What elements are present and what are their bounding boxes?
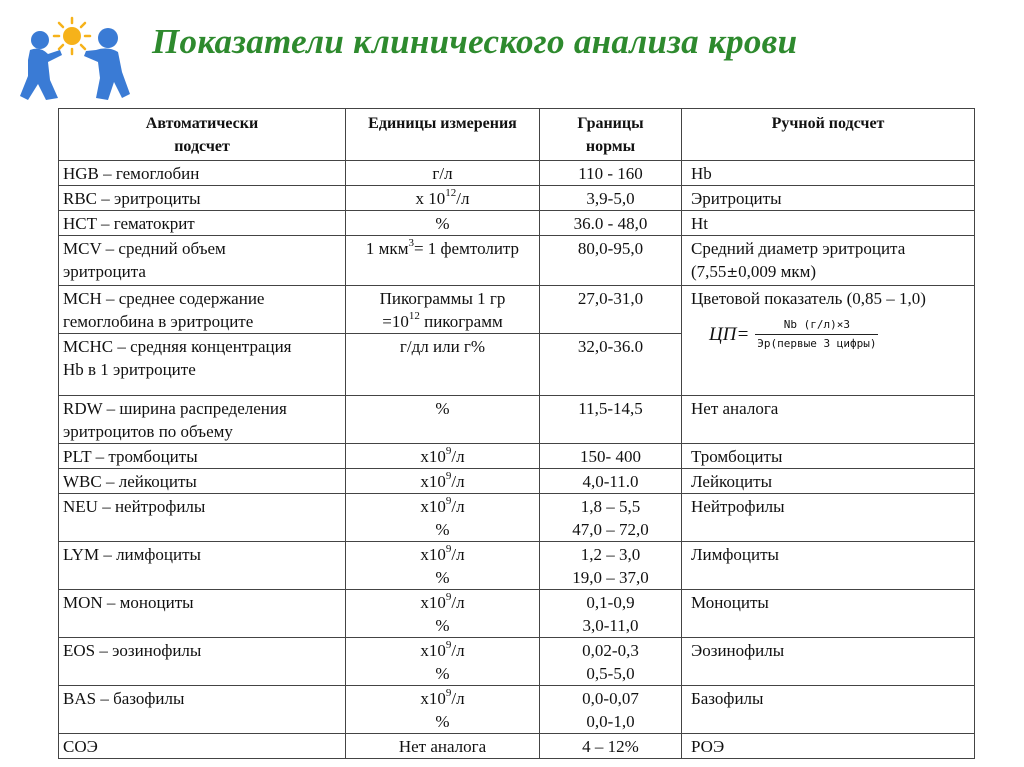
table-row [59,186,975,211]
cell-auto: PLT – тромбоциты [59,444,346,469]
cell-auto: MON – моноциты [59,590,346,638]
table-row [59,236,975,286]
cell-norm: 3,9-5,0 [540,186,682,211]
cell-auto: MCHC – средняя концентрация Hb в 1 эритроците [59,334,346,396]
cell-norm: 36.0 - 48,0 [540,211,682,236]
cell-unit: % [346,211,540,236]
blood-test-table [58,108,975,759]
table-row [59,494,975,542]
cell-norm: 110 - 160 [540,161,682,186]
cell-norm: 0,1-0,9 3,0-11,0 [540,590,682,638]
cell-unit: $x10^9/л$ % [346,494,540,542]
cell-norm: 1,8 – 5,5 47,0 – 72,0 [540,494,682,542]
cell-unit: $x10^9/л$ % [346,590,540,638]
table-row [59,734,975,759]
cell-manual: Лейкоциты [682,469,975,494]
kids-sun-logo-icon [18,10,136,104]
cell-unit: Нет аналога [346,734,540,759]
cell-auto: EOS – эозинофилы [59,638,346,686]
cell-unit: $x10^9/л$ [346,444,540,469]
cell-norm: 0,0-0,07 0,0-1,0 [540,686,682,734]
cell-unit: $x10^9/л$ % [346,686,540,734]
col-header-manual [682,109,975,161]
cell-norm: 150- 400 [540,444,682,469]
cell-auto: СОЭ [59,734,346,759]
cell-auto: RBC – эритроциты [59,186,346,211]
cell-norm: 4,0-11.0 [540,469,682,494]
cell-norm: 27,0-31,0 [540,286,682,334]
cell-norm: 1,2 – 3,0 19,0 – 37,0 [540,542,682,590]
cell-unit: % [346,396,540,444]
table-row [59,161,975,186]
cell-unit: г/л [346,161,540,186]
cell-auto: WBC – лейкоциты [59,469,346,494]
table-row [59,542,975,590]
cell-auto: MCH – среднее содержание гемоглобина в эритроците [59,286,346,334]
cell-unit: $x10^9/л$ % [346,638,540,686]
col-header-auto [59,109,346,161]
sun-icon [54,18,90,54]
table-header-row [59,109,975,161]
cell-manual: Ht [682,211,975,236]
cell-norm: 32,0-36.0 [540,334,682,396]
col-header-units [346,109,540,161]
col-header-text: Единицы измерения [368,115,517,132]
cell-manual: Нет аналога [682,396,975,444]
cell-manual: Базофилы [682,686,975,734]
cell-auto: HCT – гематокрит [59,211,346,236]
child-right-icon [84,28,130,100]
cell-auto: MCV – средний объем эритроцита [59,236,346,286]
table-row [59,211,975,236]
cell-auto: RDW – ширина распределения эритроцитов по объему [59,396,346,444]
cell-unit: Пикограммы 1 гр $=10^{12}$ пикограмм [346,286,540,334]
table-row [59,444,975,469]
cell-manual: Эритроциты [682,186,975,211]
cell-unit: 1 мкм$^3$= 1 фемтолитр [346,236,540,286]
cell-unit: г/дл или г% [346,334,540,396]
cell-manual: Лимфоциты [682,542,975,590]
cell-auto: LYM – лимфоциты [59,542,346,590]
child-left-icon [20,31,62,100]
cell-manual: Средний диаметр эритроцита (7,55±0,009 мкм) [682,236,975,286]
cell-unit: $x10^9/л$ [346,469,540,494]
table-row [59,286,975,334]
cell-manual: Эозинофилы [682,638,975,686]
cell-manual-color-index: Цветовой показатель (0,85 – 1,0) ЦП= $\frac{Nb (г/л)\times 3}{\text{Эр(первые 3 цифры)}}$ [682,286,975,396]
cell-norm: 80,0-95,0 [540,236,682,286]
cell-manual: Hb [682,161,975,186]
table-row [59,396,975,444]
cell-auto: BAS – базофилы [59,686,346,734]
table-row [59,590,975,638]
cell-norm: 0,02-0,3 0,5-5,0 [540,638,682,686]
cell-norm: 11,5-14,5 [540,396,682,444]
cell-manual: РОЭ [682,734,975,759]
col-header-text: Автоматически [145,115,259,132]
col-header-norm [540,109,682,161]
color-index-formula: ЦП= $\frac{Nb (г/л)\times 3}{\text{Эр(первые 3 цифры)}}$ [709,318,877,350]
cell-unit: $x10^9/л$ % [346,542,540,590]
cell-auto: NEU – нейтрофилы [59,494,346,542]
col-header-text: Границы [577,115,644,132]
col-header-text: нормы [585,138,636,155]
cell-auto: HGB – гемоглобин [59,161,346,186]
cell-unit: х $10^{12}/л$ [346,186,540,211]
col-header-text: Ручной подсчет [771,115,885,132]
page-title: Показатели клинического анализа крови [152,22,798,61]
cell-manual: Моноциты [682,590,975,638]
cell-manual: Тромбоциты [682,444,975,469]
col-header-text: подсчет [174,138,230,155]
cell-manual: Нейтрофилы [682,494,975,542]
table-row [59,686,975,734]
cell-norm: 4 – 12% [540,734,682,759]
table-row [59,638,975,686]
table-row [59,469,975,494]
